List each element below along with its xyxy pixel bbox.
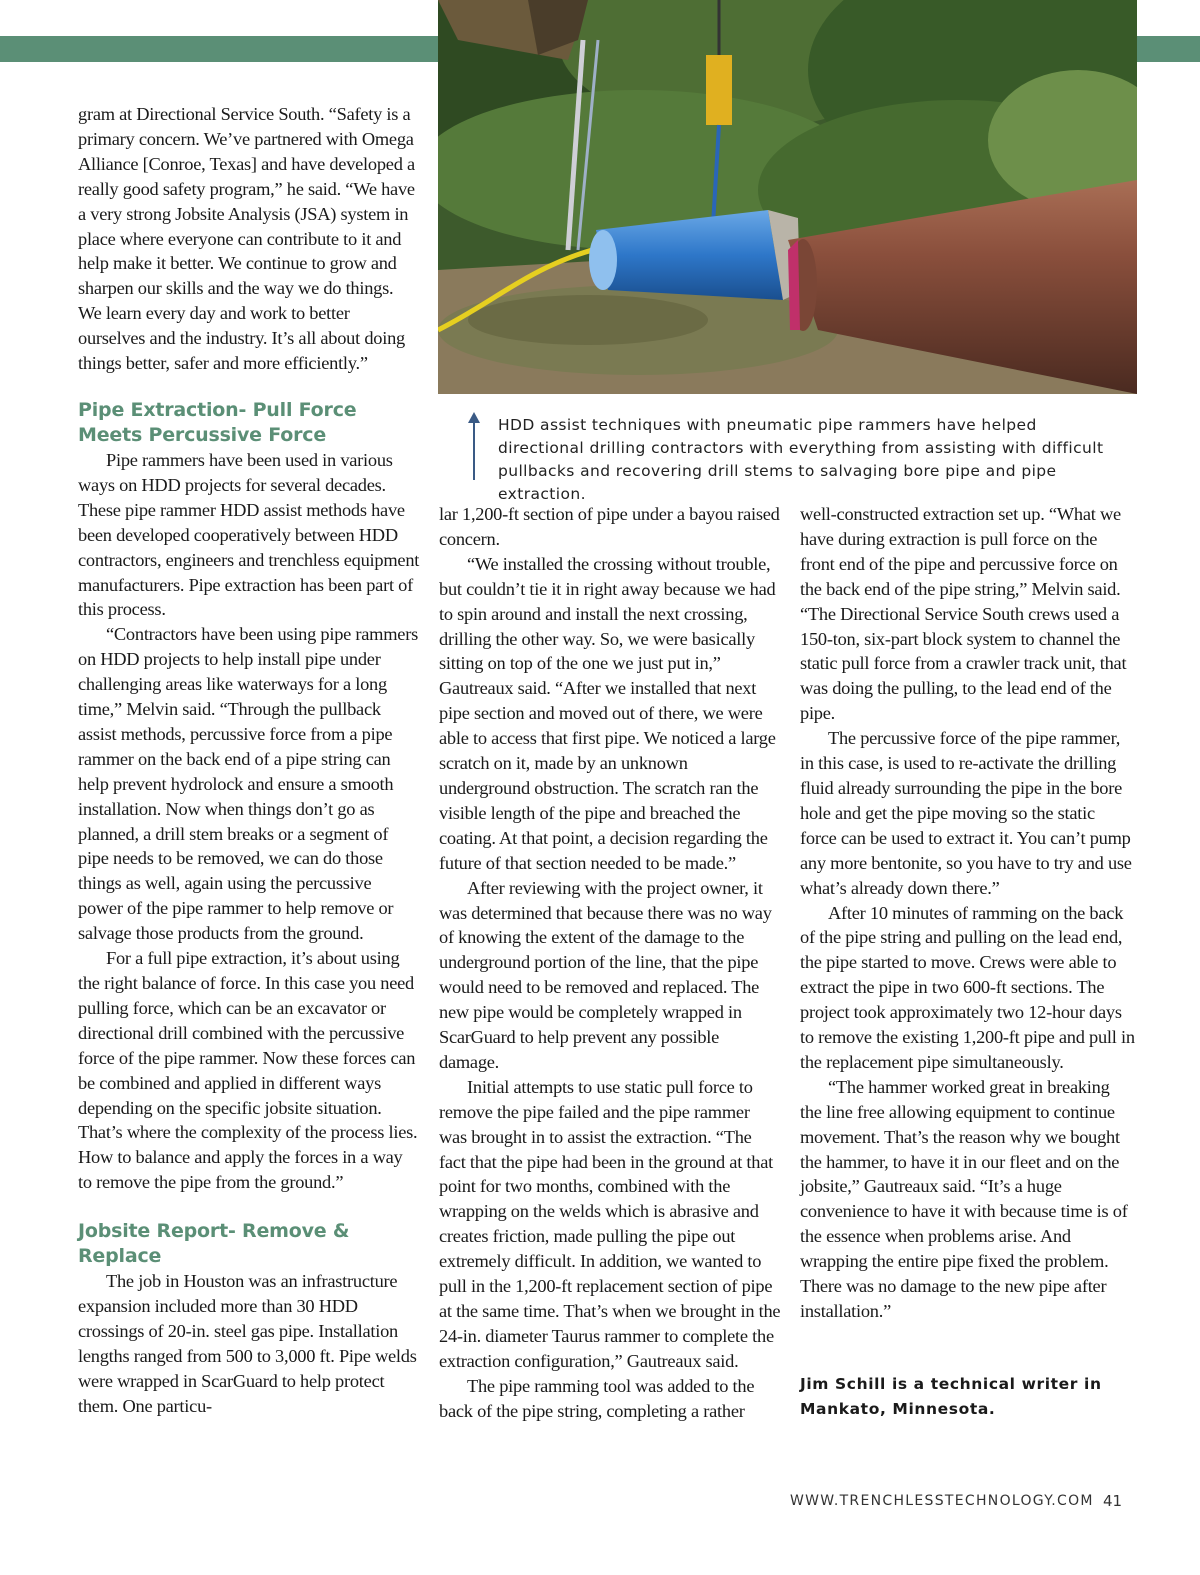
caption-text: HDD assist techniques with pneumatic pipe rammers have helped directional drilling contractors with everything from assisting with difficult pullbacks and recovering drill stems to salvaging bore pipe and pipe extraction.	[498, 416, 1104, 503]
paragraph: The percussive force of the pipe rammer, in this case, is used to re-activate the drilling fluid already surrounding the pipe in the bore hole and get the pipe moving so the static force can be used to extract it. You can’t pump any more bentonite, so you have to try and use what’s already down there.”	[800, 728, 1132, 898]
section-heading: Pipe Extraction- Pull Force Meets Percussive Force	[78, 398, 357, 446]
paragraph: gram at Directional Service South. “Safety is a primary concern. We’ve partnered with Omega Alliance [Conroe, Texas] and have developed a really good safety program,” he said. “We have a very strong Jobsite Analysis (JSA) system in place where everyone can contribute to it and help make it better. We continue to grow and sharpen our skills and the way we do things. We learn every day and work to better ourselves and the industry. It’s all about doing things better, safer and more efficiently.”	[78, 104, 415, 374]
author-bio: Jim Schill is a technical writer in Mankato, Minnesota.	[800, 1374, 1102, 1418]
page-number: 41	[1103, 1492, 1123, 1510]
paragraph: The pipe ramming tool was added to the back of the pipe string, completing a rather	[439, 1375, 755, 1421]
section-heading: Jobsite Report- Remove & Replace	[78, 1220, 350, 1268]
paragraph: lar 1,200-ft section of pipe under a bayou raised concern.	[439, 504, 780, 549]
construction-photo-icon	[438, 0, 1137, 394]
construction-photo	[438, 0, 1137, 394]
footer-url[interactable]: WWW.TRENCHLESSTECHNOLOGY.COM	[790, 1493, 1094, 1509]
header-band-left	[0, 36, 438, 62]
paragraph: Pipe rammers have been used in various ways on HDD projects for several decades. These pipe rammer HDD assist methods have been developed cooperatively between HDD contractors, engineers and trenchless equipment manufacturers. Pipe extraction has been part of this process.	[78, 449, 420, 620]
arrow-up-icon	[468, 412, 480, 480]
paragraph: After reviewing with the project owner, it was determined that because there was no way of knowing the extent of the damage to the underground portion of the line, that the pipe would need to be removed and replaced. The new pipe would be completely wrapped in ScarGuard to help prevent any possible damage.	[439, 877, 772, 1072]
paragraph: Initial attempts to use static pull force to remove the pipe failed and the pipe rammer was brought in to assist the extraction. “The fact that the pipe had been in the ground at that point for two months, combined with the wrapping on the welds which is abrasive and creates friction, made pulling the pipe out extremely difficult. In addition, we wanted to pull in the 1,200-ft replacement section of pipe at the same time. That’s when we brought in the 24-in. diameter Taurus rammer to complete the extraction configuration,” Gautreaux said.	[439, 1076, 781, 1371]
header-band-right	[1137, 36, 1200, 62]
column-middle	[439, 502, 781, 1424]
paragraph: “The hammer worked great in breaking the line free allowing equipment to continue movement. That’s the reason why we bought the hammer, to have it in our fleet and on the jobsite,” Gautreaux said. “It’s a huge convenience to have it with because time is of the essence when problems arise. And wrapping the entire pipe fixed the problem. There was no damage to the new pipe after installation.”	[800, 1076, 1128, 1321]
paragraph: The job in Houston was an infrastructure expansion included more than 30 HDD crossings of 20-in. steel gas pipe. Installation lengths ranged from 500 to 3,000 ft. Pipe welds were wrapped in ScarGuard to help protect them. One particu-	[78, 1271, 417, 1416]
paragraph: “We installed the crossing without trouble, but couldn’t tie it in right away because we had to spin around and install the next crossing, drilling the other way. So, we were basically sitting on top of the one we just put in,” Gautreaux said. “After we installed that next pipe section and moved out of there, we were able to access that first pipe. We noticed a large scratch on it, made by an unknown underground obstruction. The scratch ran the visible length of the pipe and breached the coating. At that point, a decision regarding the future of that section needed to be made.”	[439, 553, 776, 873]
column-right	[800, 502, 1135, 1422]
paragraph: After 10 minutes of ramming on the back of the pipe string and pulling on the lead end, the pipe started to move. Crews were able to extract the pipe in two 600-ft sections. The project took approximately two 12-hour days to remove the existing 1,200-ft pipe and pull in the replacement pipe simultaneously.	[800, 902, 1135, 1072]
paragraph: “Contractors have been using pipe rammers on HDD projects to help install pipe under challenging areas like waterways for a long time,” Melvin said. “Through the pullback assist methods, percussive force from a pipe rammer on the back end of a pipe string can help prevent hydrolock and ensure a smooth installation. Now when things don’t go as planned, a drill stem breaks or a segment of pipe needs to be removed, we can do those things as well, again using the percussive power of the pipe rammer to help remove or salvage those products from the ground.	[78, 624, 418, 944]
paragraph: well-constructed extraction set up. “What we have during extraction is pull force on the front end of the pipe and percussive force on the back end of the pipe string,” Melvin said. “The Directional Service South crews used a 150-ton, six-part block system to channel the static pull force from a crawler track unit, that was doing the pulling, to the lead end of the pipe.	[800, 504, 1127, 724]
column-left	[78, 102, 420, 1419]
paragraph: For a full pipe extraction, it’s about using the right balance of force. In this case you need pulling force, which can be an excavator or directional drill combined with the percussive force of the pipe rammer. Now these forces can be combined and applied in different ways depending on the specific jobsite situation. That’s where the complexity of the process lies. How to balance and apply the forces in a way to remove the pipe from the ground.”	[78, 948, 418, 1193]
